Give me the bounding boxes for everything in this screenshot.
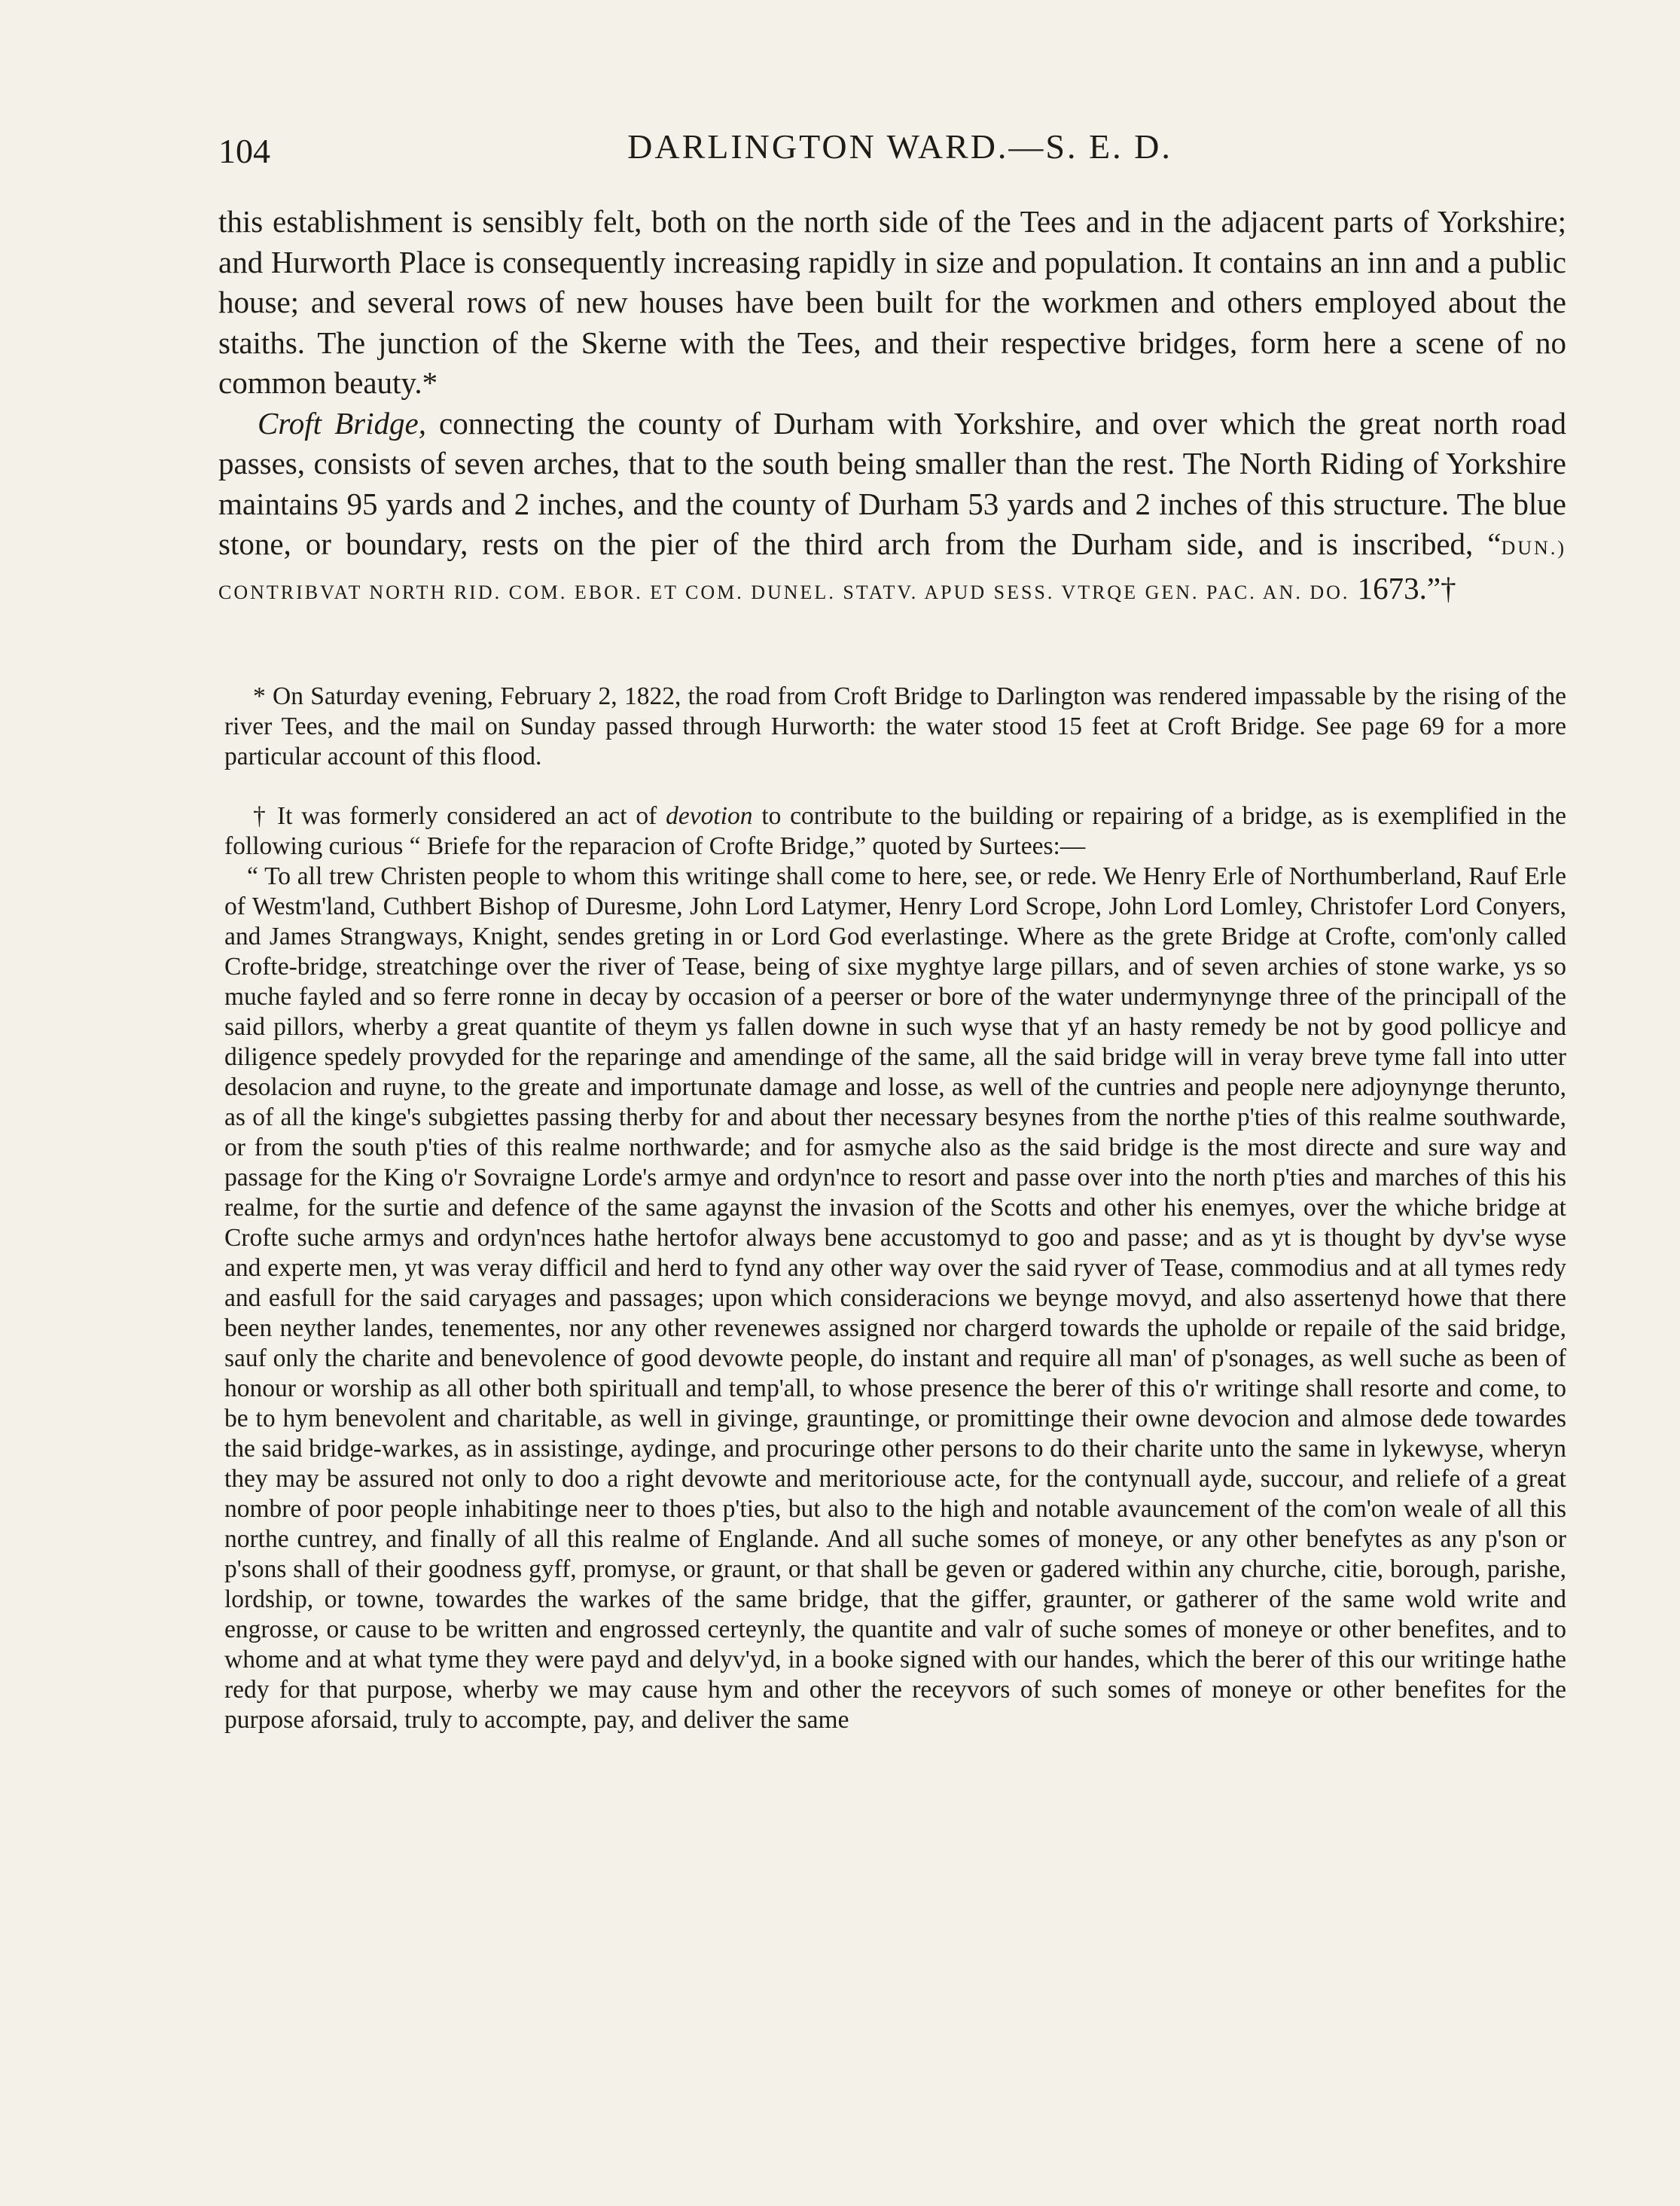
- footnote-brief-intro: † It was formerly considered an act of: [253, 802, 666, 830]
- page-header: [218, 127, 1581, 181]
- footnotes: [224, 682, 1566, 1735]
- bridge-inscription: DUN.) CONTRIBVAT NORTH RID. COM. EBOR. ET COM. DUNEL. STATV. APUD SESS. VTRQE GEN. PAC. AN. DO.: [218, 537, 1566, 603]
- croft-bridge-text: connecting the county of Durham with Yorkshire, and over which the great north road passes, consists of seven arches, that to the south being smaller than the rest. The North Riding of Yorkshire maintains 95 yards and 2 inches, and the county of Durham 53 yards and 2 inches of this structure. The blue stone, or boundary, rests on the pier of the third arch from the Durham side, and is inscribed, “: [218, 405, 1566, 561]
- paragraph-croft-bridge: [218, 404, 1566, 613]
- croft-bridge-title: Croft Bridge,: [258, 405, 426, 441]
- paragraph-hurworth-place: this establishment is sensibly felt, both on the north side of the Tees and in the adjacent parts of Yorkshire; and Hurworth Place is consequently increasing rapidly in size and population. It contains an inn and a public house; and several rows of new houses have been built for the workmen and others employed about the staiths. The junction of the Skerne with the Tees, and their respective bridges, form here a scene of no common beauty.*: [218, 204, 1566, 400]
- footnote-brief-intro-rest: to contribute to the building or repairing of a bridge, as is exemplified in the following curious “ Briefe for the reparacion of Crofte Bridge,” quoted by Surtees:—: [224, 802, 1566, 860]
- footnote-devotion: devotion: [666, 802, 753, 830]
- footnote-brief-quote: “ To all trew Christen people to whom this writinge shall come to here, see, or rede. We Henry Erle of Northumberland, Rauf Erle of Westm'land, Cuthbert Bishop of Duresme, John Lord Latymer, Henry Lord Scrope, John Lord Lomley, Christofer Lord Conyers, and James Strangways, Knight, sendes greting in or Lord God everlastinge. Where as the grete Bridge at Crofte, com'only called Crofte-bridge, streatchinge over the river of Tease, being of sixe myghtye large pillars, and of seven archies of stone warke, ys so muche fayled and so ferre ronne in decay by occasion of a peerser or bore of the water undermynynge three of the principall of the said pillors, wherby a great quantite of theym ys fallen downe in such wyse that yf an hasty remedy be not by good pollicye and diligence spedely provyded for the reparinge and amendinge of the same, all the said bridge will in veray breve tyme fall into utter desolacion and ruyne, to the greate and importunate damage and losse, as well of the cuntries and people nere adjoynynge therunto, as of all the kinge's subgiettes passing therby for and about ther necessary besynes from the northe p'ties of this realme southwarde, or from the south p'ties of this realme northwarde; and for asmyche also as the said bridge is the most directe and sure way and passage for the King o'r Sovraigne Lorde's armye and ordyn'nce to resort and passe over into the north p'ties and marches of this his realme, for the surtie and defence of the same agaynst the invasion of the Scotts and other his enemyes, over the whiche bridge at Crofte suche armys and ordyn'nces hathe hertofor always bene accustomyd to goo and passe; and as yt is thought by dyv'se wyse and experte men, yt was veray difficil and herd to fynd any other way over the said ryver of Tease, commodius and at all tymes redy and easfull for the said caryages and passages; upon which consideracions we beynge movyd, and also assertenyd howe that there been neyther landes, tenementes, nor any other revenewes assigned nor chargerd towards the upholde or repaile of the said bridge, sauf only the charite and benevolence of good devowte people, do instant and require all man' of p'sonages, as well suche as been of honour or worship as all other both spirituall and temp'all, to whose presence the berer of this o'r writinge shall resorte and come, to be to hym benevolent and charitable, as well in givinge, grauntinge, or promittinge their owne devocion and almose dede towardes the said bridge-warkes, as in assistinge, aydinge, and procuringe other persons to do their charite unto the same in lykewyse, wheryn they may be assured not only to doo a right devowte and meritoriouse acte, for the contynuall ayde, succour, and reliefe of a great nombre of poor people inhabitinge neer to thoes p'ties, but also to the high and notable avauncement of the com'on weale of all this northe cuntrey, and finally of all this realme of Englande. And all suche somes of moneye, or any other benefytes as any p'son or p'sons shall of their goodness gyff, promyse, or graunt, or that shall be geven or gadered within any churche, citie, borough, parishe, lordship, or towne, towardes the warkes of the same bridge, that the giffer, graunter, or gatherer of the same wold write and engrosse, or cause to be written and engrossed certeynly, the quantite and valr of suche somes of moneye or other benefites, and to whome and at what tyme they were payd and delyv'yd, in a booke signed with our handes, which the berer of this our writinge hathe redy for that purpose, wherby we may cause hym and other the receyvors of such somes of moneye or other benefites for the purpose aforsaid, truly to accompte, pay, and deliver the same: [224, 862, 1566, 1734]
- running-head: DARLINGTON WARD.—S. E. D.: [627, 127, 1172, 166]
- page-number: 104: [218, 132, 270, 170]
- main-text: [218, 202, 1566, 612]
- footnote-bridge-brief: [224, 801, 1566, 862]
- footnote-flood: * On Saturday evening, February 2, 1822, the road from Croft Bridge to Darlington was rendered impassable by the rising of the river Tees, and the mail on Sunday passed through Hurworth: the water stood 15 feet at Croft Bridge. See page 69 for a more particular account of this flood.: [224, 682, 1566, 770]
- inscription-year: 1673.”†: [1349, 570, 1456, 606]
